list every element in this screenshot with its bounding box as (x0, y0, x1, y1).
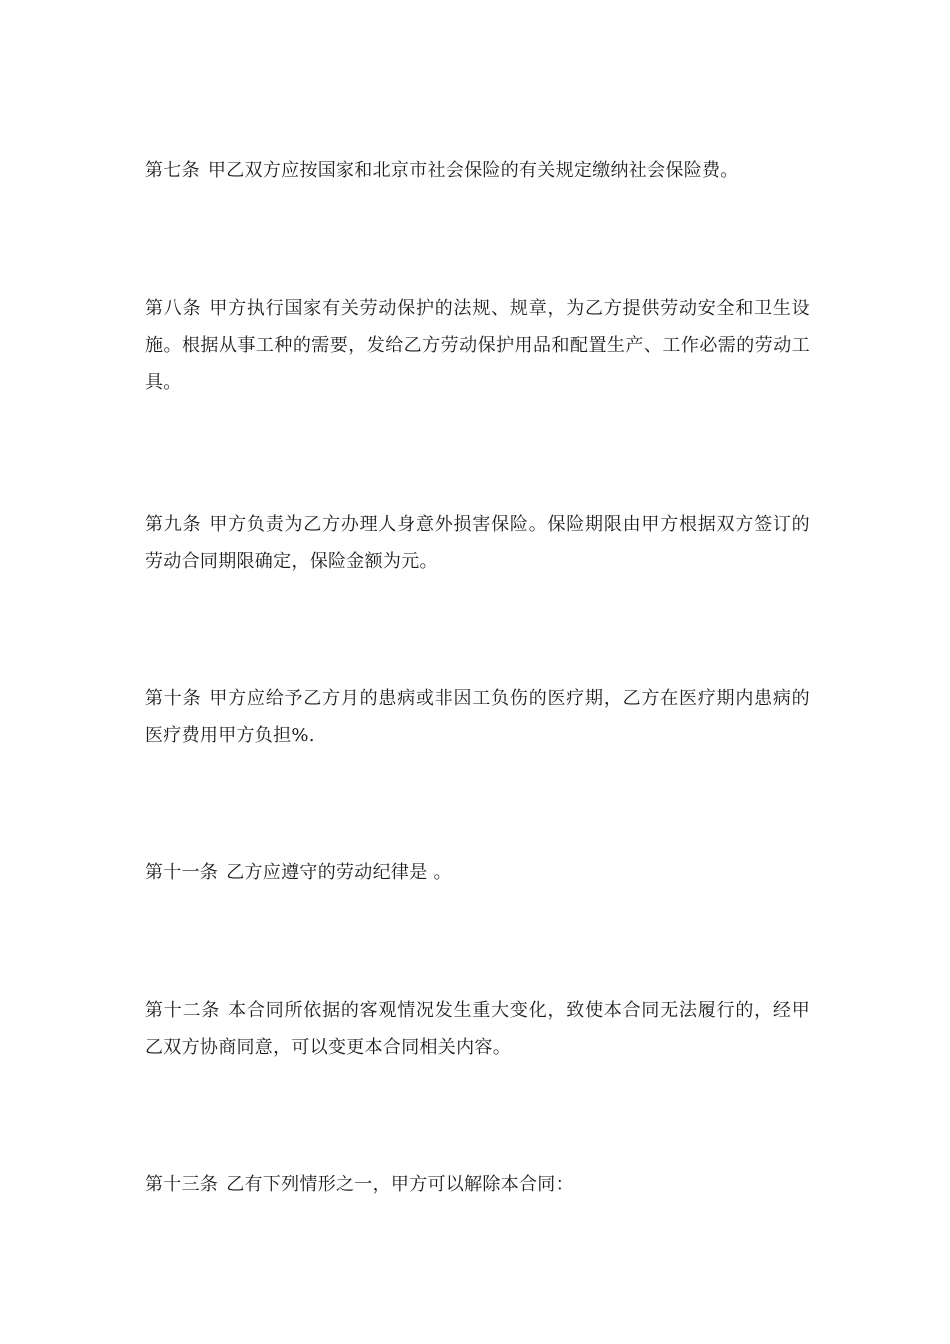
clause-text: 甲方执行国家有关劳动保护的法规、规章，为乙方提供劳动安全和卫生设施。根据从事工种的需要，发给乙方劳动保护用品和配置生产、工作必需的劳动工具。 (145, 298, 810, 393)
clause-text: 乙有下列情形之一，甲方可以解除本合同： (226, 1174, 574, 1195)
clause-number: 第十二条 (145, 1000, 221, 1021)
clause-10 (145, 680, 810, 754)
clause-12 (145, 992, 810, 1066)
clause-13 (145, 1166, 810, 1203)
clause-8 (145, 290, 810, 401)
clause-11 (145, 854, 810, 891)
clause-9 (145, 506, 810, 580)
clause-number: 第七条 (145, 160, 200, 181)
clause-text: 甲乙双方应按国家和北京市社会保险的有关规定缴纳社会保险费。 (207, 160, 739, 181)
clause-number: 第九条 (145, 514, 202, 535)
clause-number: 第八条 (145, 298, 202, 319)
clause-text: 甲方负责为乙方办理人身意外损害保险。保险期限由甲方根据双方签订的劳动合同期限确定，保险金额为元。 (145, 514, 810, 572)
clause-number: 第十条 (145, 688, 202, 709)
clause-text: 乙方应遵守的劳动纪律是 。 (226, 862, 452, 883)
clause-text: 甲方应给予乙方月的患病或非因工负伤的医疗期，乙方在医疗期内患病的医疗费用甲方负担%. (145, 688, 810, 746)
clause-number: 第十一条 (145, 862, 219, 883)
clause-number: 第十三条 (145, 1174, 219, 1195)
clause-text: 本合同所依据的客观情况发生重大变化，致使本合同无法履行的，经甲乙双方协商同意，可以变更本合同相关内容。 (145, 1000, 811, 1058)
clause-7 (145, 152, 810, 189)
